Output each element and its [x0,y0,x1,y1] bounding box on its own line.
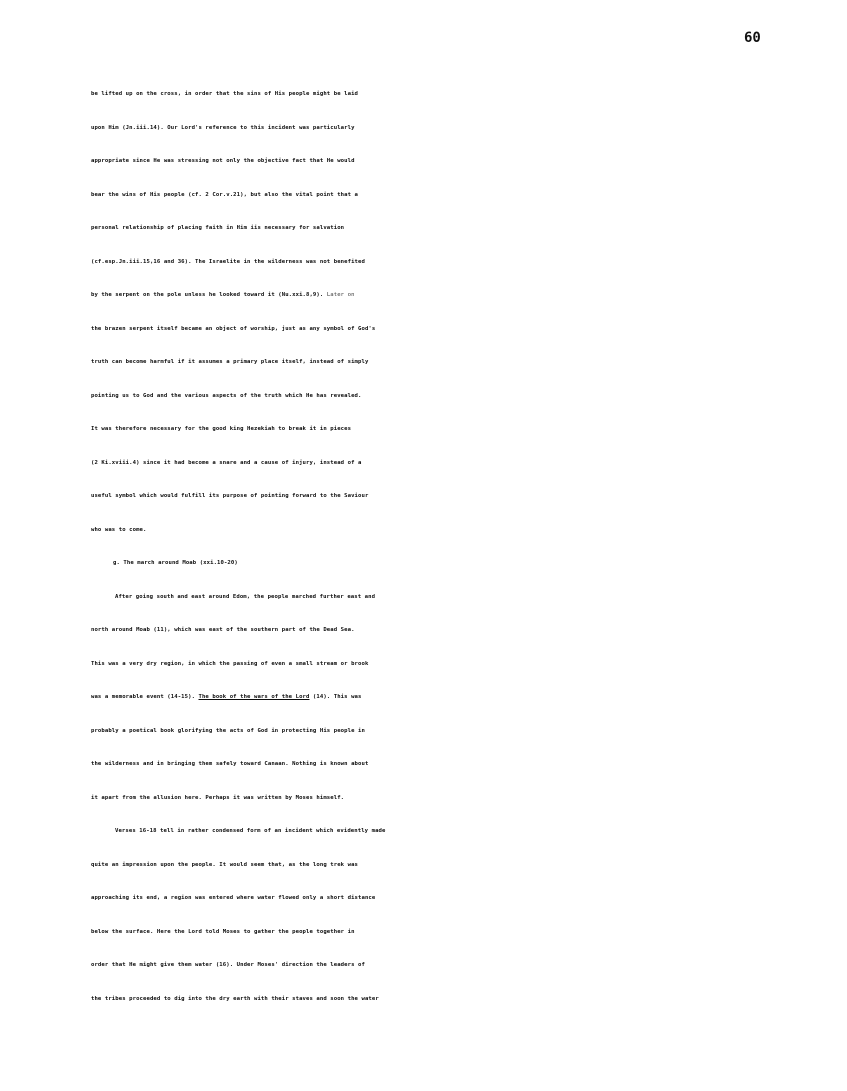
text-line: After going south and east around Edom, the people marched further east and [115,593,376,600]
text-line: quite an impression upon the people. It would seem that, as the long trek was [91,861,359,868]
text-line: pointing us to God and the various aspects of the truth which He has revealed. [91,392,362,399]
text-line: it apart from the allusion here. Perhaps it was written by Moses himself. [91,794,345,801]
text-line: who was to come. [91,526,147,533]
text-line: (cf.esp.Jn.iii.15,16 and 36). The Israelite in the wilderness was not benefited [91,258,365,265]
text-line: the tribes proceeded to dig into the dry earth with their staves and soon the water [91,995,379,1002]
body-text [91,78,801,1016]
text-line: order that He might give them water (16). Under Moses' direction the leaders of [91,962,365,968]
text-line: probably a poetical book glorifying the acts of God in protecting His people in [91,727,365,734]
text-line: (2 Ki.xviii.4) since it had become a snare and a cause of injury, instead of a [91,459,362,466]
text-line: be lifted up on the cross, in order that the sins of His people might be laid [91,91,359,97]
text-line: upon Him (Jn.iii.14). Our Lord's reference to this incident was particularly [91,124,355,131]
text-line: approaching its end, a region was entered where water flowed only a short distance [91,895,376,901]
book-title: The book of the wars of the Lord [198,694,310,700]
text-line: truth can become harmful if it assumes a primary place itself, instead of simply [91,359,369,365]
text-line: the brazen serpent itself became an object of worship, just as any symbol of God's [91,325,376,332]
text-line: This was a very dry region, in which the passing of even a small stream or brook [91,660,369,667]
text-line: personal relationship of placing faith in Him iis necessary for salvation [91,225,345,231]
text-line: bear the wins of His people (cf. 2 Cor.v.21), but also the vital point that a [91,191,359,198]
text-line: below the surface. Here the Lord told Moses to gather the people together in [91,928,355,935]
text-line: appropriate since He was stressing not only the objective fact that He would [91,158,355,164]
section-heading: g. The march around Moab (xxi.10-20) [113,560,238,566]
text-line: by the serpent on the pole unless he looked toward it (Nu.xxi.8,9). Later on [91,292,355,298]
text-line: north around Moab (11), which was east of the southern part of the Dead Sea. [91,627,355,633]
text-line: Verses 16-18 tell in rather condensed form of an incident which evidently made [115,828,386,834]
text-line: the wilderness and in bringing them safely toward Canaan. Nothing is known about [91,761,369,767]
text-line: was a memorable event (14-15). The book of the wars of the Lord (14). This was [91,694,362,700]
page-number: 60 [744,30,761,46]
text-line: It was therefore necessary for the good king Hezekiah to break it in pieces [91,426,352,432]
text-line: useful symbol which would fulfill its purpose of pointing forward to the Saviour [91,493,369,499]
